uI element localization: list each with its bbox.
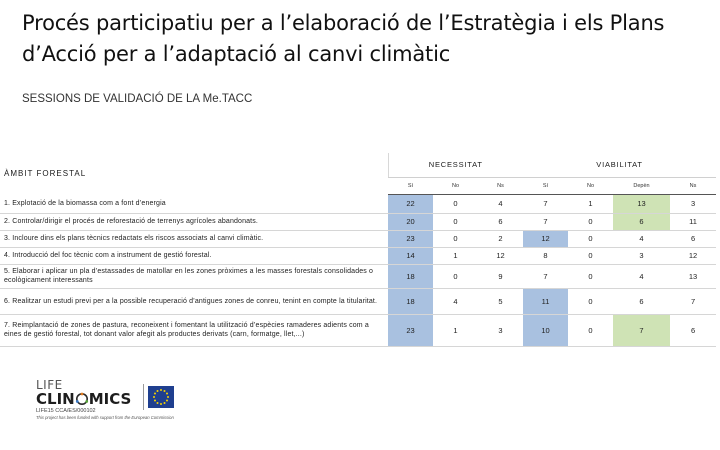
cell-necessitat-ns: 12 (478, 247, 523, 264)
row-label: 1. Explotació de la biomassa com a font d’energia (0, 194, 388, 213)
cell-necessitat-no: 1 (433, 247, 478, 264)
cell-viabilitat-si: 8 (523, 247, 568, 264)
cell-viabilitat-si: 7 (523, 194, 568, 213)
cell-viabilitat-ns: 12 (670, 247, 716, 264)
cell-viabilitat-no: 1 (568, 194, 613, 213)
table-row (0, 314, 716, 346)
table-row (0, 194, 716, 213)
cell-necessitat-si: 23 (388, 314, 433, 346)
funding-note: This project has been funded with support from the European Commission (36, 415, 174, 420)
cell-viabilitat-no: 0 (568, 213, 613, 230)
cell-necessitat-si: 18 (388, 288, 433, 314)
cell-necessitat-si: 20 (388, 213, 433, 230)
row-label: 6. Realitzar un estudi previ per a la possible recuperació d’antigues zones de conreu, tenint en compte la titularitat. (0, 288, 388, 314)
table-row (0, 264, 716, 288)
cell-necessitat-si: 14 (388, 247, 433, 264)
cell-viabilitat-ns: 13 (670, 264, 716, 288)
necessitat-col-si: Sí (388, 177, 433, 194)
cell-necessitat-no: 0 (433, 264, 478, 288)
cell-necessitat-no: 4 (433, 288, 478, 314)
cell-necessitat-ns: 5 (478, 288, 523, 314)
row-label: 7. Reimplantació de zones de pastura, reconeixent i fomentant la utilització d’espècies ramaderes adients com a eines de gestió forestal, tot donant valor afegit als productes derivats (carn, formatge, llet,...) (0, 314, 388, 346)
cell-viabilitat-si: 11 (523, 288, 568, 314)
section-subtitle: SESSIONS DE VALIDACIÓ DE LA Me.TACC (22, 93, 253, 105)
cell-viabilitat-si: 10 (523, 314, 568, 346)
viabilitat-header: VIABILITAT (523, 153, 716, 177)
row-label: 2. Controlar/dirigir el procés de reforestació de terrenys agrícoles abandonats. (0, 213, 388, 230)
viabilitat-col-ns: Ns (670, 177, 716, 194)
cell-viabilitat-depen: 4 (613, 264, 670, 288)
table-row (0, 247, 716, 264)
cell-viabilitat-depen: 6 (613, 288, 670, 314)
logo-wordmark-part1: CLIN (36, 390, 75, 408)
necessitat-header: NECESSITAT (388, 153, 523, 177)
cell-viabilitat-ns: 3 (670, 194, 716, 213)
viabilitat-col-no: No (568, 177, 613, 194)
cell-viabilitat-depen: 7 (613, 314, 670, 346)
cell-viabilitat-depen: 3 (613, 247, 670, 264)
row-label: 5. Elaborar i aplicar un pla d’estassades de matollar en les zones pròximes a les masses forestals consolidades o ecològicament interessants (0, 264, 388, 288)
necessitat-col-ns: Ns (478, 177, 523, 194)
cell-viabilitat-si: 7 (523, 213, 568, 230)
cell-viabilitat-no: 0 (568, 247, 613, 264)
eu-flag-icon (148, 386, 174, 408)
people-circle-icon (75, 392, 89, 406)
cell-viabilitat-depen: 4 (613, 230, 670, 247)
validation-table (0, 153, 716, 347)
cell-necessitat-ns: 2 (478, 230, 523, 247)
cell-necessitat-ns: 3 (478, 314, 523, 346)
logo-wordmark-part2: MICS (88, 390, 132, 408)
cell-necessitat-no: 1 (433, 314, 478, 346)
logo-divider (143, 384, 144, 410)
cell-necessitat-si: 23 (388, 230, 433, 247)
row-label: 3. Incloure dins els plans tècnics redactats els riscos associats al canvi climàtic. (0, 230, 388, 247)
logo-wordmark (36, 390, 131, 408)
cell-viabilitat-si: 12 (523, 230, 568, 247)
cell-necessitat-no: 0 (433, 230, 478, 247)
cell-necessitat-no: 0 (433, 213, 478, 230)
cell-necessitat-ns: 6 (478, 213, 523, 230)
viabilitat-col-depen: Depèn (613, 177, 670, 194)
cell-viabilitat-ns: 6 (670, 230, 716, 247)
life-clinomics-logo (36, 378, 186, 428)
cell-necessitat-si: 22 (388, 194, 433, 213)
cell-viabilitat-no: 0 (568, 314, 613, 346)
cell-viabilitat-ns: 6 (670, 314, 716, 346)
page-title: Procés participatiu per a l’elaboració de l’Estratègia i els Plans d’Acció per a l’adaptació al canvi climàtic (22, 11, 665, 66)
cell-necessitat-ns: 4 (478, 194, 523, 213)
logo-life-text: LIFE (36, 378, 63, 392)
cell-necessitat-no: 0 (433, 194, 478, 213)
project-code: LIFE15 CCA/ES/000102 (36, 408, 96, 414)
table-row (0, 213, 716, 230)
cell-viabilitat-si: 7 (523, 264, 568, 288)
cell-viabilitat-depen: 13 (613, 194, 670, 213)
table-row (0, 230, 716, 247)
cell-viabilitat-ns: 7 (670, 288, 716, 314)
cell-necessitat-si: 18 (388, 264, 433, 288)
cell-viabilitat-depen: 6 (613, 213, 670, 230)
necessitat-col-no: No (433, 177, 478, 194)
ambit-header: ÀMBIT FORESTAL (4, 169, 87, 178)
row-label: 4. Introducció del foc tècnic com a instrument de gestió forestal. (0, 247, 388, 264)
viabilitat-col-si: Sí (523, 177, 568, 194)
cell-necessitat-ns: 9 (478, 264, 523, 288)
cell-viabilitat-no: 0 (568, 264, 613, 288)
cell-viabilitat-ns: 11 (670, 213, 716, 230)
table-row (0, 288, 716, 314)
cell-viabilitat-no: 0 (568, 230, 613, 247)
cell-viabilitat-no: 0 (568, 288, 613, 314)
